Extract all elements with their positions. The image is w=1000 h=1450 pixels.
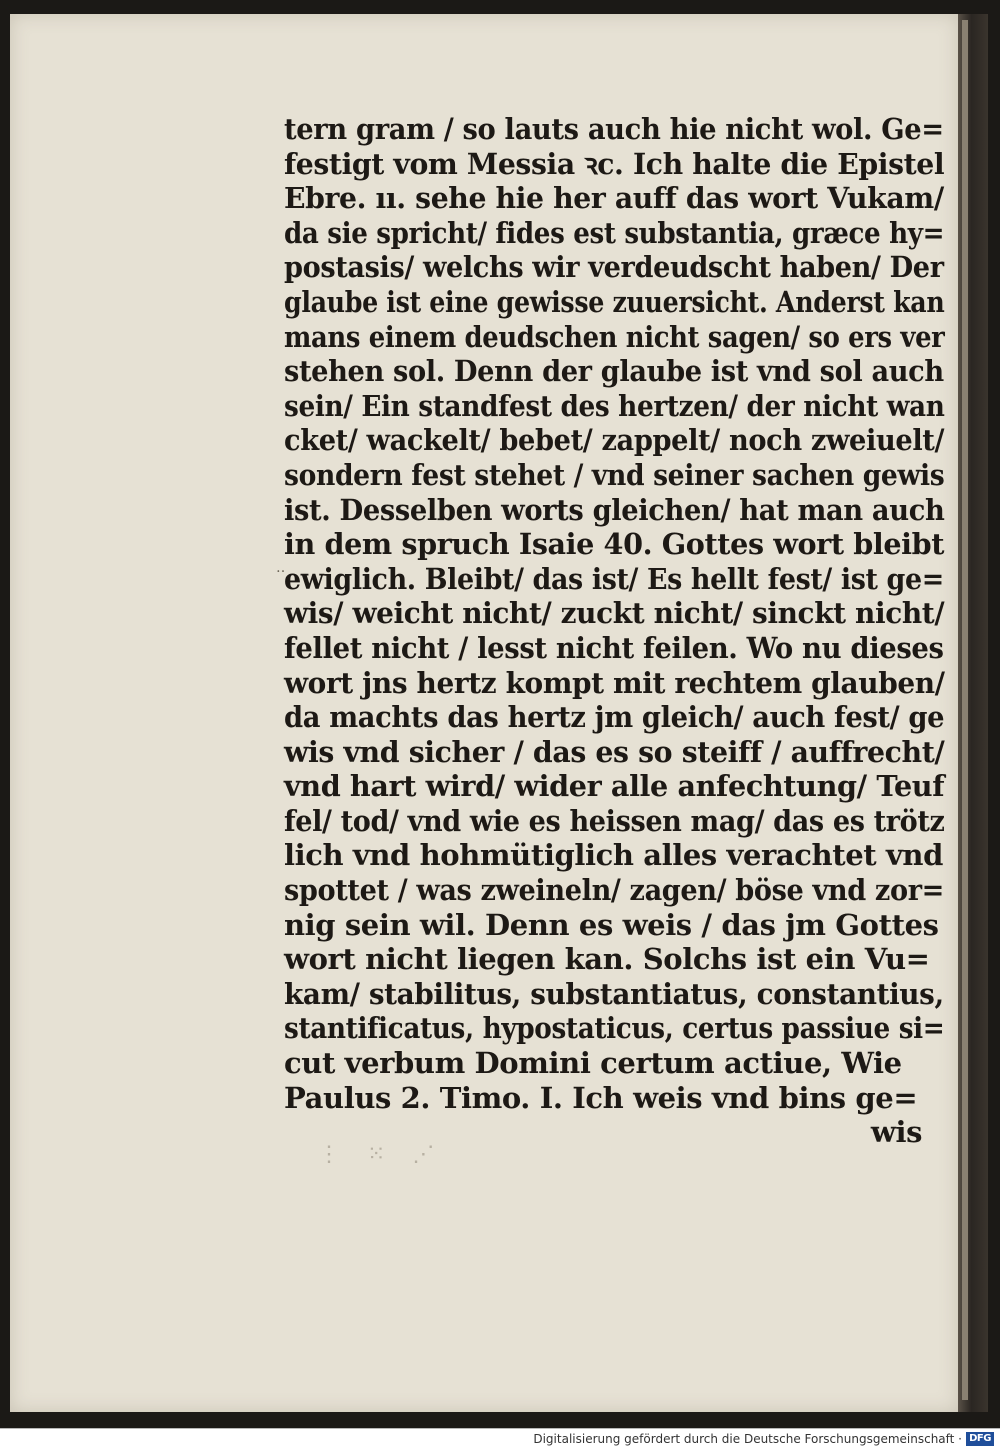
- page-edge-strip: [962, 20, 968, 1400]
- text-line: sein/ Ein standfest des hertzen/ der nicht wan: [284, 388, 945, 423]
- text-line: glaube ist eine gewisse zuuersicht. Anderst kan: [284, 284, 945, 319]
- text-line: in dem spruch Isaie 40. Gottes wort bleibt: [284, 527, 945, 562]
- text-line: spottet / was zweineln/ zagen/ böse vnd zor=: [284, 873, 944, 908]
- text-line: Ebre. ıı. sehe hie her auff das wort Vukam/: [284, 181, 944, 216]
- text-line: fellet nicht / lesst nicht feilen. Wo nu dieses: [284, 630, 944, 665]
- text-line: lich vnd hohmütiglich alles verachtet vnd: [284, 838, 943, 873]
- text-line: da sie spricht/ fides est substantia, græce hy=: [284, 215, 945, 250]
- text-line: postasis/ welchs wir verdeudscht haben/ Der: [284, 250, 944, 285]
- dfg-logo: DFG: [966, 1432, 994, 1446]
- text-line: stehen sol. Denn der glaube ist vnd sol auch: [284, 354, 944, 389]
- text-line: tern gram / so lauts auch hie nicht wol. Ge=: [284, 112, 944, 146]
- text-line: fel/ tod/ vnd wie es heissen mag/ das es trötz: [284, 803, 945, 838]
- text-line: wort jns hertz kompt mit rechtem glauben/: [284, 665, 945, 700]
- text-line: Paulus 2. Timo. I. Ich weis vnd bins ge=: [284, 1080, 918, 1115]
- text-line: nig sein wil. Denn es weis / das jm Gottes: [284, 907, 939, 942]
- text-line: ist. Desselben worts gleichen/ hat man auch: [284, 492, 945, 527]
- text-line: stantificatus, hypostaticus, certus passiue si=: [284, 1011, 945, 1046]
- footer-credit: Digitalisierung gefördert durch die Deutsche Forschungsgemeinschaft ·: [533, 1432, 962, 1446]
- text-line: vnd hart wird/ wider alle anfechtung/ Teuf: [284, 769, 945, 804]
- text-line: ewiglich. Bleibt/ das ist/ Es hellt fest/ ist ge=: [284, 561, 944, 596]
- text-line: da machts das hertz jm gleich/ auch fest/ ge: [284, 700, 945, 735]
- bleed-through-marks: ⋮ ⁙ ⋰: [318, 1142, 445, 1167]
- text-line: mans einem deudschen nicht sagen/ so ers ver: [284, 319, 945, 354]
- body-text: [284, 112, 944, 1150]
- text-line: cket/ wackelt/ bebet/ zappelt/ noch zweiuelt/: [284, 423, 945, 458]
- text-line: festigt vom Messia ꝛc. Ich halte die Epistel: [284, 146, 945, 181]
- marginal-mark: ‥: [276, 560, 286, 576]
- catchword: wis: [870, 1115, 922, 1150]
- text-line: wort nicht liegen kan. Solchs ist ein Vu=: [284, 942, 930, 977]
- text-line: cut verbum Domini certum actiue, Wie: [284, 1046, 902, 1081]
- footer-bar: [0, 1428, 1000, 1450]
- text-line: kam/ stabilitus, substantiatus, constantius,: [284, 976, 944, 1011]
- text-line: sondern fest stehet / vnd seiner sachen gewis: [284, 457, 945, 492]
- text-line: wis vnd sicher / das es so steiff / auffrecht/: [284, 734, 945, 769]
- text-line: wis/ weicht nicht/ zuckt nicht/ sinckt nicht/: [284, 596, 945, 631]
